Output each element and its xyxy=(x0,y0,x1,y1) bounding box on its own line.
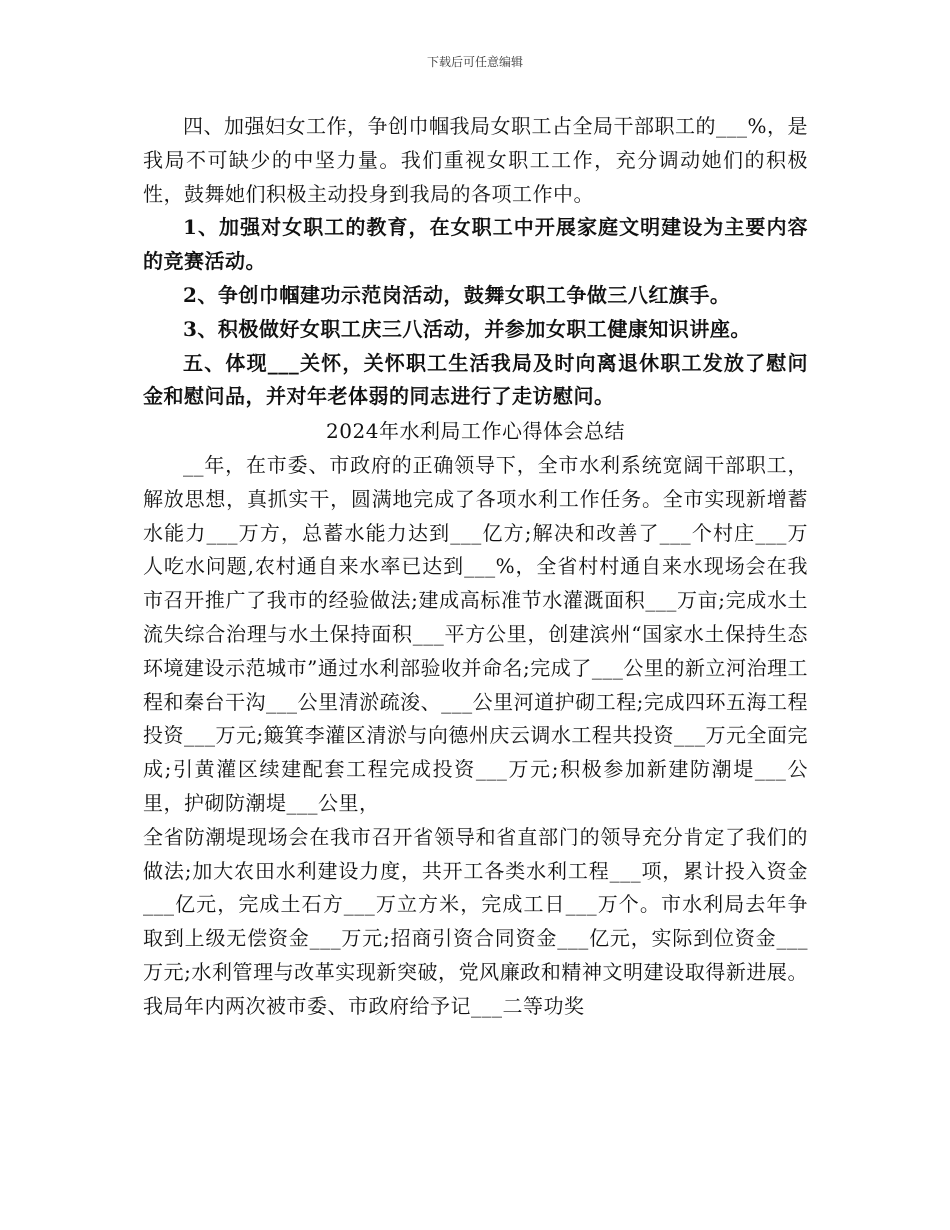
article-paragraph-2: 全省防潮堤现场会在我市召开省领导和省直部门的领导充分肯定了我们的做法;加大农田水利建设力度，共开工各类水利工程___项，累计投入资金___亿元，完成土石方___万立方米，完成工日___万个。市水利局去年争取到上级无偿资金___万元;招商引资合同资金___亿元，实际到位资金___万元;水利管理与改革实现新突破，党风廉政和精神文明建设取得新进展。我局年内两次被市委、市政府给予记___二等功奖 xyxy=(143,824,808,1018)
article-title: 2024年水利局工作心得体会总结 xyxy=(326,419,625,444)
article-paragraph-1: __年，在市委、市政府的正确领导下，全市水利系统宽阔干部职工，解放思想，真抓实干，圆满地完成了各项水利工作任务。全市实现新增蓄水能力___万方，总蓄水能力达到___亿方;解决和改善了___个村庄___万人吃水问题,农村通自来水率已达到___%，全省村村通自来水现场会在我市召开推广了我市的经验做法;建成高标准节水灌溉面积___万亩;完成水土流失综合治理与水土保持面积___平方公里，创建滨州“国家水土保持生态环境建设示范城市”通过水利部验收并命名;完成了___公里的新立河治理工程和秦台干沟___公里清淤疏浚、___公里河道护砌工程;完成四环五海工程投资___万元;簸箕李灌区清淤与向德州庆云调水工程共投资___万元全面完成;引黄灌区续建配套工程完成投资___万元;积极参加新建防潮堤___公里，护砌防潮堤___公里， xyxy=(143,452,808,815)
page-header: 下载后可任意编辑 xyxy=(426,55,523,69)
section4-item-3: 3、积极做好女职工庆三八活动，并参加女职工健康知识讲座。 xyxy=(183,316,751,341)
section4-item-1: 1、加强对女职工的教育，在女职工中开展家庭文明建设为主要内容的竞赛活动。 xyxy=(143,215,808,274)
section4-item-2: 2、争创巾帼建功示范岗活动，鼓舞女职工争做三八红旗手。 xyxy=(183,282,731,307)
document-body xyxy=(143,110,808,1024)
section4-intro: 四、加强妇女工作，争创巾帼我局女职工占全局干部职工的___%，是我局不可缺少的中坚力量。我们重视女职工工作，充分调动她们的积极性，鼓舞她们积极主动投身到我局的各项工作中。 xyxy=(143,114,809,206)
section5-paragraph: 五、体现___关怀，关怀职工生活我局及时向离退休职工发放了慰问金和慰问品，并对年老体弱的同志进行了走访慰问。 xyxy=(143,350,808,409)
